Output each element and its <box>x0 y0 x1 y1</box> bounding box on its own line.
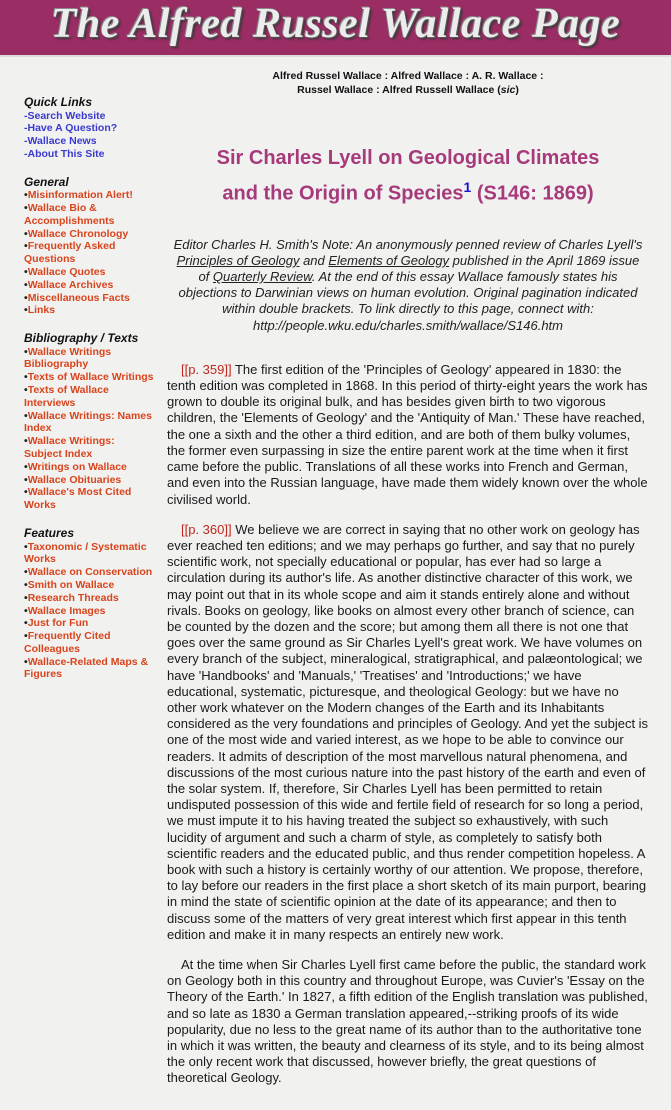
link-label: Links <box>27 304 56 317</box>
link-label: Wallace on Conservation <box>27 566 153 579</box>
link-label: Frequently Cited Colleagues <box>24 630 111 655</box>
title-line-1: Sir Charles Lyell on Geological Climates <box>216 147 600 169</box>
faq-link[interactable]: •Frequently Asked Questions <box>24 240 116 266</box>
link-label: Research Threads <box>27 591 119 604</box>
link-label: Frequently Asked Questions <box>24 240 116 266</box>
taxonomic-works-link[interactable]: •Taxonomic / Systematic Works <box>24 540 147 566</box>
link-label: Wallace Bio & Accomplishments <box>24 201 115 227</box>
link-label: Wallace Archives <box>27 278 114 291</box>
link-label: Wallace Quotes <box>27 265 106 278</box>
about-site-link[interactable]: -About This Site <box>24 147 105 160</box>
names-line-2a: Russel Wallace : Alfred Russell Wallace ( <box>297 83 501 96</box>
link-label: Texts of Wallace Writings <box>27 371 154 384</box>
link-label: Wallace's Most Cited Works <box>24 486 132 512</box>
link-label: Wallace Writings: Subject Index <box>24 435 115 461</box>
quick-links-heading: Quick Links <box>24 95 93 109</box>
editor-note <box>167 237 649 334</box>
name-variants <box>167 70 649 97</box>
page-marker: [[p. 360]] <box>181 521 232 537</box>
cited-colleagues-link[interactable]: •Frequently Cited Colleagues <box>24 630 111 655</box>
banner-divider <box>0 55 671 57</box>
sic-label: sic <box>500 83 516 96</box>
editor-note-text: . At the end of this essay Wallace famously states his objections to Darwinian views on human evolution. Original pagination indicated within double brackets. To link directly to this page, connect with: http://people.wku.edu/charles.smith/wallace/S146.htm <box>178 269 638 333</box>
features-group <box>24 526 154 681</box>
names-index-link[interactable]: •Wallace Writings: Names Index <box>24 409 152 435</box>
wallace-images-link[interactable]: •Wallace Images <box>24 604 106 617</box>
archives-link[interactable]: •Wallace Archives <box>24 278 114 291</box>
editor-note-text: and <box>299 252 329 268</box>
writings-on-wallace-link[interactable]: •Writings on Wallace <box>24 460 127 473</box>
paragraph-2 <box>167 522 649 943</box>
elements-title: Elements of Geology <box>328 252 450 268</box>
link-label: Texts of Wallace Interviews <box>24 384 109 409</box>
conservation-link[interactable]: •Wallace on Conservation <box>24 566 153 579</box>
obituaries-link[interactable]: •Wallace Obituaries <box>24 473 122 486</box>
link-label: Smith on Wallace <box>27 578 115 591</box>
paragraph-text: The first edition of the 'Principles of Geology' appeared in 1830: the tenth edition was completed in 1868. In this period of thirty-eight years the work has grown to double its original bulk, and has besides given birth to two vigorous children, the 'Elements of Geology' and the 'Antiquity of Man.' These have reached, the one a sixth and the other a third edition, and are both of them bulky volumes, the former even surpassing in size the entire parent work at the time when it first came before the public. Translations of all these works into French and German, and even into the Russian language, have made them widely known over the whole civilised world. <box>167 361 648 507</box>
sidebar-nav <box>24 95 154 695</box>
texts-interviews-link[interactable]: •Texts of Wallace Interviews <box>24 384 109 409</box>
names-line-1: Alfred Russel Wallace : Alfred Wallace : A. R. Wallace : <box>272 70 544 82</box>
main-content <box>167 70 649 1101</box>
link-label: Wallace Obituaries <box>27 473 122 486</box>
editor-note-text: Editor Charles H. Smith's Note: An anonymously penned review of Charles Lyell's <box>173 236 643 252</box>
quick-links-group <box>24 95 154 161</box>
paragraph-3 <box>167 957 649 1087</box>
link-label: Miscellaneous Facts <box>27 291 130 304</box>
wallace-news-link[interactable]: -Wallace News <box>24 135 97 148</box>
misinformation-alert-link[interactable]: •Misinformation Alert! <box>24 189 133 202</box>
misc-facts-link[interactable]: •Miscellaneous Facts <box>24 291 130 304</box>
page-marker: [[p. 359]] <box>181 361 232 377</box>
have-a-question-link[interactable]: -Have A Question? <box>24 122 118 135</box>
bibliography-heading: Bibliography / Texts <box>24 331 139 346</box>
names-line-2b: ) <box>515 83 519 96</box>
search-website-link[interactable]: -Search Website <box>24 109 106 122</box>
texts-writings-link[interactable]: •Texts of Wallace Writings <box>24 371 154 384</box>
essay-body <box>167 362 649 1087</box>
general-heading: General <box>24 174 69 189</box>
quotes-link[interactable]: •Wallace Quotes <box>24 265 106 278</box>
link-label: Just for Fun <box>27 617 89 630</box>
maps-figures-link[interactable]: •Wallace-Related Maps & Figures <box>24 655 149 681</box>
most-cited-works-link[interactable]: •Wallace's Most Cited Works <box>24 486 132 512</box>
editor-note-text: published in the April 1869 issue of <box>198 252 640 285</box>
site-title: The Alfred Russel Wallace Page <box>50 1 621 47</box>
title-line-2: and the Origin of Species <box>222 182 464 205</box>
link-label: Writings on Wallace <box>27 460 127 473</box>
paragraph-1 <box>167 362 649 508</box>
principles-title: Principles of Geology <box>176 252 300 268</box>
links-link[interactable]: •Links <box>24 304 56 317</box>
chronology-link[interactable]: •Wallace Chronology <box>24 227 129 240</box>
link-label: Taxonomic / Systematic Works <box>24 540 147 566</box>
link-label: Misinformation Alert! <box>27 189 133 202</box>
bibliography-group <box>24 331 154 512</box>
footnote-link[interactable]: 1 <box>463 179 472 195</box>
title-tail: (S146: 1869) <box>471 182 594 205</box>
features-heading: Features <box>24 526 75 541</box>
page-title <box>167 144 649 209</box>
bio-accomplishments-link[interactable]: •Wallace Bio & Accomplishments <box>24 201 115 227</box>
paragraph-text: We believe we are correct in saying that no other work on geology has ever reached ten editions; and we may perhaps go further, and say that no purely scientific work, not specially educational or popular, has ever had so large a circulation during its author's life. As another distinctive character of this work, we may point out that in its whole scope and aim it stands entirely alone and without rivals. Books on geology, like books on almost every other branch of science, can be counted by the dozen and the score; but among them all there is not one that goes over the same ground as Sir Charles Lyell's great work. We have volumes on every branch of the subject, mineralogical, stratigraphical, and palæontological; we have 'Handbooks' and 'Manuals,' 'Treatises' and 'Introductions;' we have educational, systematic, picturesque, and theological Geology: but we have no other work whatever on the Modern changes of the Earth and its Inhabitants considered as the very foundations and principles of Geology. And yet the subject is one of the most wide and varied interest, as we hope to be able to convince our readers. It admits of description of the most marvellous natural phenomena, and discussions of the most curious nature into the past history of the earth and even of the solar system. If, therefore, Sir Charles Lyell has been permitted to retain undisputed possession of this wide and fertile field of research for so long a period, we must impute it to his having treated the subject so exhaustively, with such lucidity of argument and such a charm of style, as completely to satisfy both scientific readers and the educated public, and thus render competition hopeless. A book with such a history is certainly worthy of our attention. We propose, therefore, to lay before our readers in the first place a short sketch of its main purport, bearing in mind the state of scientific opinion at the date of its appearance; and then to discuss some of the matters of very great interest which first appear in this tenth edition and make it in many respects an entirely new work. <box>167 521 649 942</box>
link-label: Wallace Writings Bibliography <box>24 345 112 371</box>
link-label: Wallace Writings: Names Index <box>24 409 152 435</box>
link-label: Wallace Images <box>27 604 106 617</box>
site-banner <box>0 0 671 55</box>
quarterly-review-title: Quarterly Review <box>212 269 312 285</box>
subject-index-link[interactable]: •Wallace Writings: Subject Index <box>24 435 115 461</box>
research-threads-link[interactable]: •Research Threads <box>24 591 119 604</box>
paragraph-text: At the time when Sir Charles Lyell first came before the public, the standard work on Geology both in this country and throughout Europe, was Cuvier's 'Essay on the Theory of the Earth.' In 1827, a fifth edition of the English translation was published, and so late as 1830 a German translation appeared,--striking proofs of its wide popularity, due no less to the great name of its author than to the authoritative tone in which it was written, the beauty and clearness of its style, and to its being almost the only recent work that discussed, however briefly, the great questions of theoretical Geology. <box>167 956 648 1086</box>
link-label: Wallace-Related Maps & Figures <box>24 655 149 681</box>
smith-on-wallace-link[interactable]: •Smith on Wallace <box>24 578 115 591</box>
link-label: Wallace Chronology <box>27 227 129 240</box>
just-for-fun-link[interactable]: •Just for Fun <box>24 617 89 630</box>
writings-bibliography-link[interactable]: •Wallace Writings Bibliography <box>24 345 112 371</box>
general-group <box>24 175 154 317</box>
